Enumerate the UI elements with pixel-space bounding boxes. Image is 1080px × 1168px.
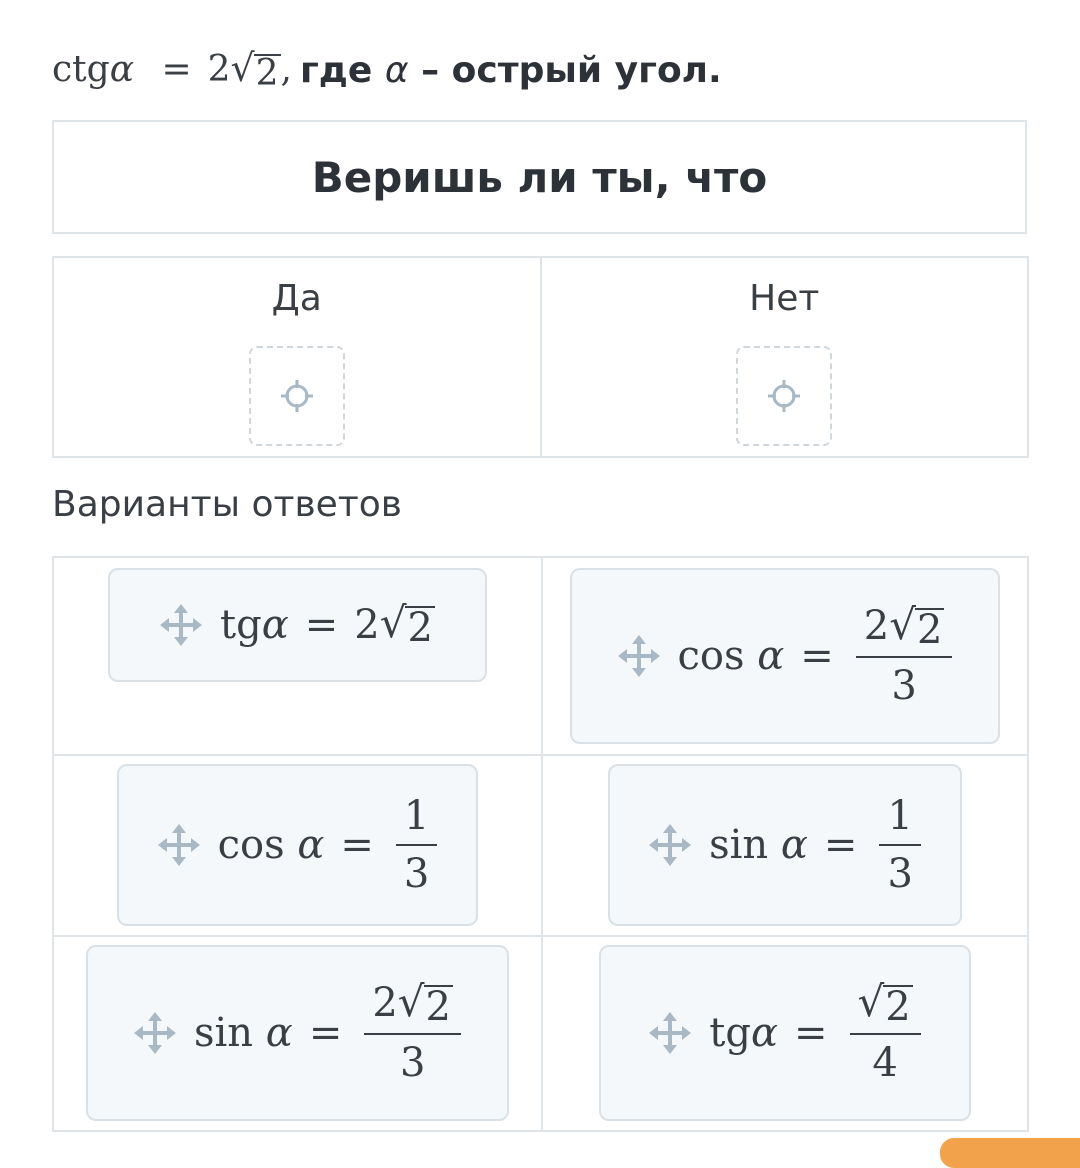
column-yes-label: Да [271, 278, 322, 319]
option-card[interactable] [599, 945, 971, 1121]
option-coef: 2 [354, 602, 380, 648]
option-func: cos [677, 633, 745, 679]
math-eq: = [161, 48, 192, 90]
question-text-before: где [299, 49, 373, 91]
option-card[interactable] [86, 945, 509, 1121]
fraction-denominator: 3 [887, 851, 913, 897]
fraction-denominator: 4 [872, 1040, 898, 1086]
fraction-numerator: 2 √ 2 [863, 600, 943, 653]
math-func: ctg [52, 48, 110, 90]
column-no-label: Нет [749, 278, 820, 319]
radicand: 2 [425, 984, 451, 1030]
drop-target-icon [277, 376, 317, 416]
fraction-denominator: 3 [403, 851, 430, 897]
move-arrows-icon [160, 604, 202, 646]
option-eq: = [340, 822, 374, 868]
math-coef: 2 [207, 48, 231, 90]
numerator-coef: 2 [372, 980, 398, 1026]
option-card[interactable] [108, 568, 487, 682]
question-text-after: – острый угол. [421, 49, 722, 91]
option-eq: = [308, 1010, 343, 1056]
option-eq: = [304, 602, 339, 648]
option-var: α [780, 822, 808, 868]
option-card[interactable] [117, 764, 478, 926]
option-var: α [750, 1010, 778, 1056]
radicand: 2 [255, 52, 279, 94]
fraction [856, 600, 953, 709]
column-yes [54, 258, 540, 456]
fraction-numerator: 2 √ 2 [372, 977, 451, 1030]
question-var: α [384, 49, 409, 91]
statement-header [52, 120, 1027, 234]
move-arrows-icon [158, 824, 200, 866]
option-func: sin [709, 822, 769, 868]
option-eq: = [800, 633, 834, 679]
dropzone-yes[interactable] [249, 346, 345, 446]
options-table [52, 556, 1029, 1132]
option-var: α [297, 822, 325, 868]
fraction-bar [856, 656, 953, 658]
math-var: α [109, 48, 134, 90]
table-divider [54, 754, 1027, 756]
fraction-bar [850, 1033, 921, 1035]
column-no [540, 258, 1028, 456]
fraction-numerator: 1 [403, 793, 430, 839]
option-var: α [261, 602, 289, 648]
fraction-bar [396, 844, 437, 846]
option-func: cos [217, 822, 285, 868]
fraction-denominator: 3 [399, 1040, 426, 1086]
fraction [850, 977, 921, 1086]
table-divider [541, 558, 543, 1130]
option-card[interactable] [570, 568, 1000, 744]
option-eq: = [793, 1010, 828, 1056]
question-condition [300, 50, 722, 91]
question-math [52, 45, 292, 94]
option-var: α [265, 1010, 293, 1056]
fraction-bar [364, 1033, 461, 1035]
next-button[interactable] [940, 1138, 1080, 1168]
move-arrows-icon [618, 635, 660, 677]
dropzone-no[interactable] [736, 346, 832, 446]
fraction-numerator: √ 2 [857, 977, 911, 1030]
fraction [879, 794, 920, 896]
radicand: 2 [885, 984, 911, 1030]
question-text [52, 40, 1032, 100]
variants-title: Варианты ответов [52, 484, 403, 525]
option-var: α [757, 633, 785, 679]
option-func: tg [220, 602, 262, 648]
drop-target-icon [764, 376, 804, 416]
table-divider [54, 935, 1027, 937]
move-arrows-icon [649, 824, 691, 866]
answer-table [52, 256, 1029, 458]
numerator-coef: 2 [863, 603, 890, 649]
option-func: tg [709, 1010, 751, 1056]
move-arrows-icon [649, 1012, 691, 1054]
move-arrows-icon [134, 1012, 176, 1054]
sqrt: √ 2 [230, 45, 279, 94]
fraction-numerator: 1 [887, 793, 913, 839]
radicand: 2 [407, 605, 433, 651]
option-func: sin [193, 1010, 254, 1056]
fraction [396, 794, 437, 896]
option-card[interactable] [608, 764, 962, 926]
sqrt: √ 2 [379, 598, 433, 651]
fraction-denominator: 3 [891, 663, 917, 709]
fraction-bar [879, 844, 920, 846]
comma: , [280, 48, 292, 90]
header-title: Веришь ли ты, что [311, 152, 768, 202]
fraction [364, 977, 461, 1086]
option-eq: = [823, 822, 858, 868]
radicand: 2 [917, 607, 943, 653]
